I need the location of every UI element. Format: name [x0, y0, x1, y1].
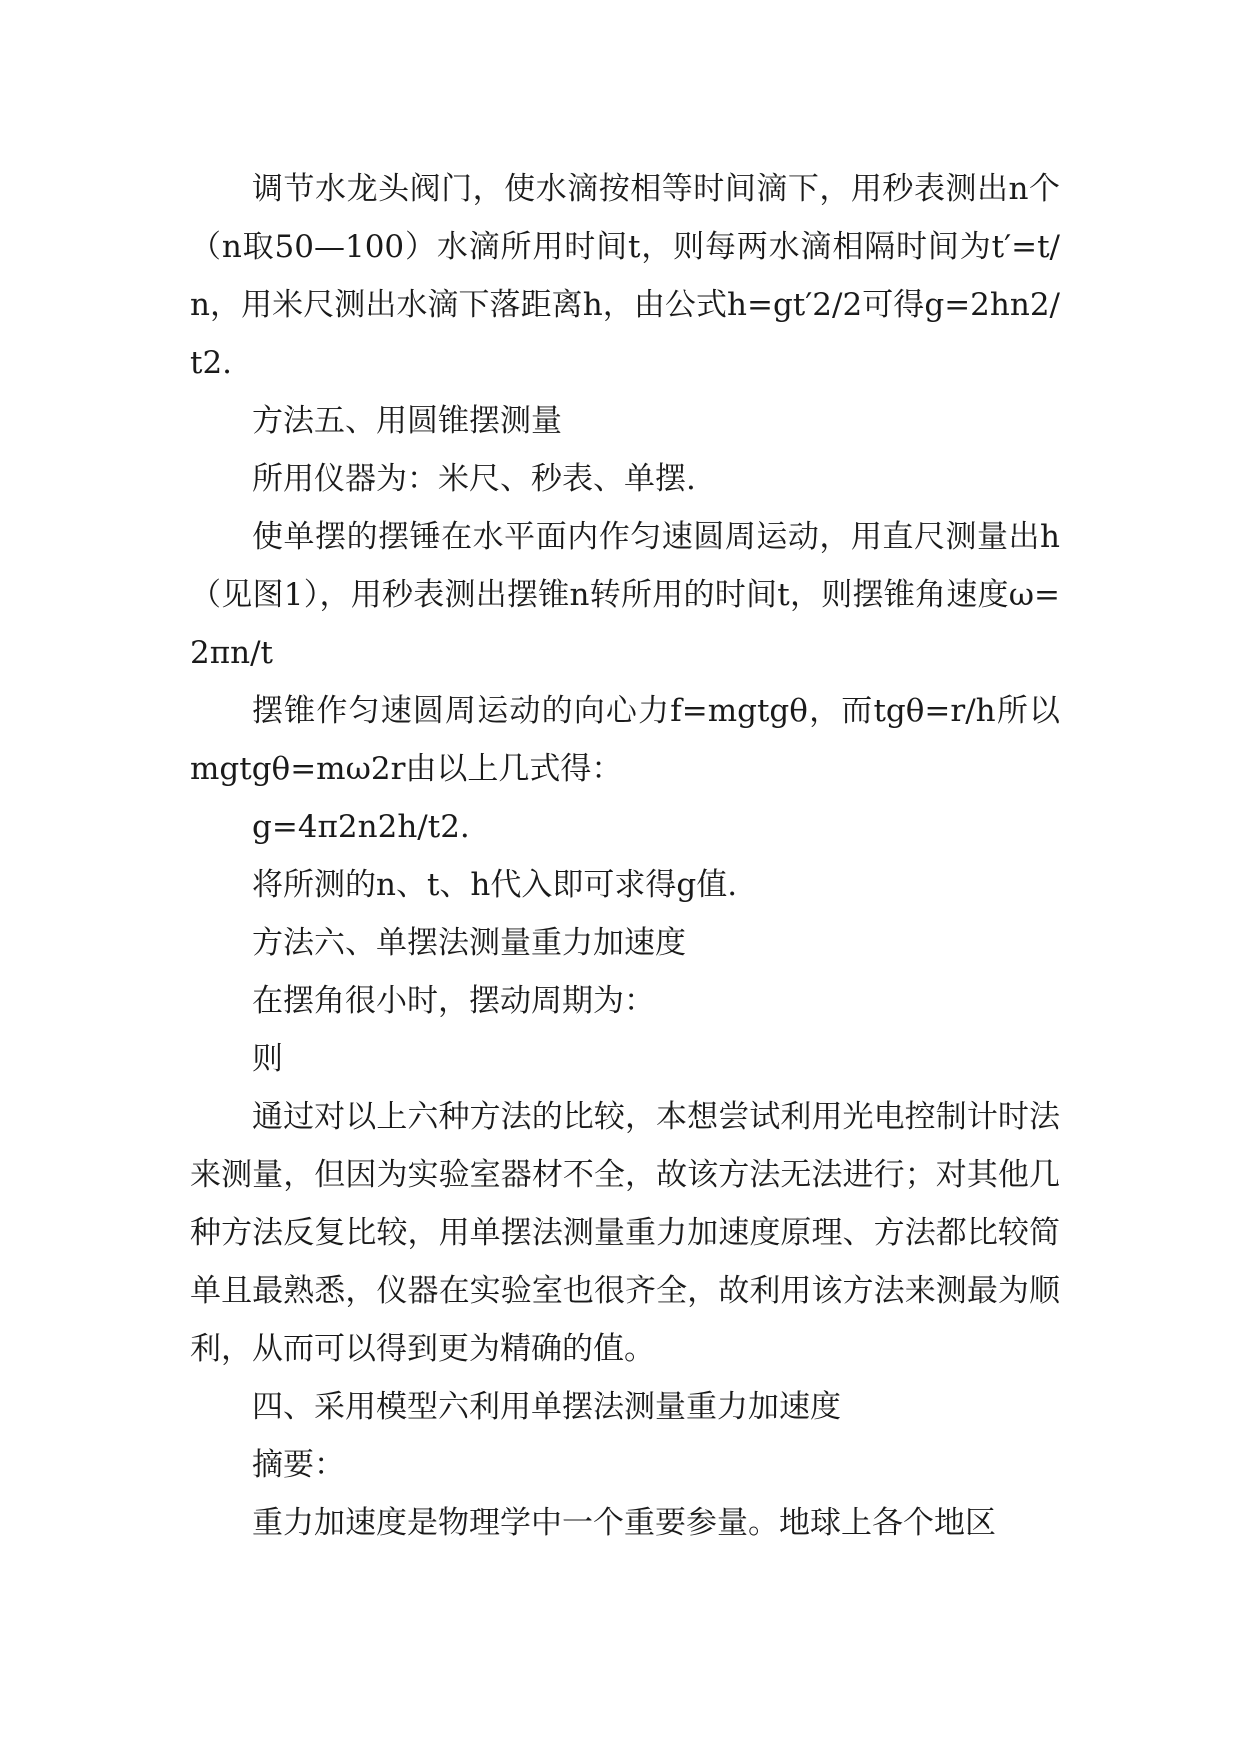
- heading-abstract: 摘要：: [252, 1447, 345, 1483]
- heading-section-four: 四、采用模型六利用单摆法测量重力加速度: [252, 1389, 841, 1425]
- paragraph-water-drop-method: 调节水龙头阀门，使水滴按相等时间滴下，用秒表测出n个（n取50—100）水滴所用时间t，则每两水滴相隔时间为t′=t/n，用米尺测出水滴下落距离h，由公式h=gt′2/2可得g=2hn2/t2.: [190, 171, 1060, 381]
- heading-method-five: 方法五、用圆锥摆测量: [252, 403, 562, 439]
- paragraph-conical-pendulum: 使单摆的摆锤在水平面内作匀速圆周运动，用直尺测量出h（见图1），用秒表测出摆锥n转所用的时间t，则摆锥角速度ω=2πn/t: [190, 519, 1060, 671]
- formula-g-conical: g=4π2n2h/t2.: [252, 809, 470, 845]
- document-body: [190, 160, 1060, 1552]
- paragraph-substitute-values: 将所测的n、t、h代入即可求得g值.: [252, 867, 738, 903]
- paragraph-abstract-start: 重力加速度是物理学中一个重要参量。地球上各个地区: [252, 1505, 996, 1541]
- paragraph-small-angle-period: 在摆角很小时，摆动周期为：: [252, 983, 655, 1019]
- paragraph-centripetal-force: 摆锥作匀速圆周运动的向心力f=mgtgθ，而tgθ=r/h所以mgtgθ=mω2r由以上几式得：: [190, 693, 1060, 787]
- paragraph-then: 则: [252, 1041, 283, 1077]
- paragraph-instruments: 所用仪器为：米尺、秒表、单摆.: [252, 461, 696, 497]
- heading-method-six: 方法六、单摆法测量重力加速度: [252, 925, 686, 961]
- paragraph-method-comparison: 通过对以上六种方法的比较，本想尝试利用光电控制计时法来测量，但因为实验室器材不全，故该方法无法进行；对其他几种方法反复比较，用单摆法测量重力加速度原理、方法都比较简单且最熟悉，仪器在实验室也很齐全，故利用该方法来测最为顺利，从而可以得到更为精确的值。: [190, 1099, 1060, 1367]
